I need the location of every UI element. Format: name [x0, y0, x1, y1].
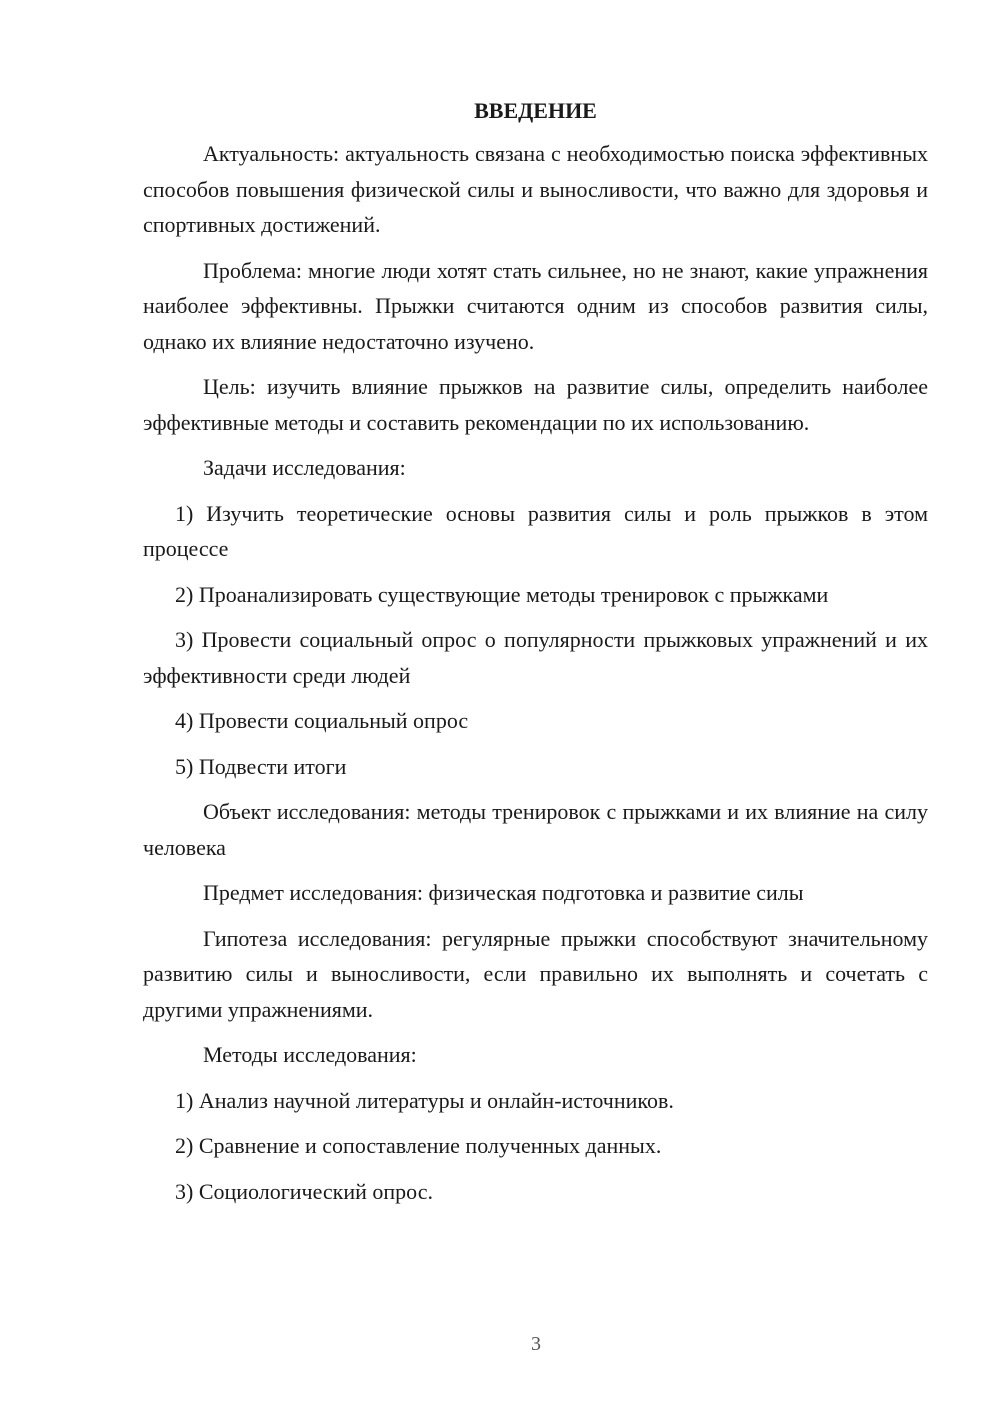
methods-heading: Методы исследования:	[203, 1042, 417, 1067]
paragraph-object: Объект исследования: методы тренировок с прыжками и их влияние на силу человека	[143, 799, 928, 860]
method-item-3: 3) Социологический опрос.	[175, 1178, 433, 1204]
task-item-4: 4) Провести социальный опрос	[175, 708, 469, 733]
task-item-5: 5) Подвести итоги	[175, 753, 347, 779]
task-item-3: 3) Провести социальный опрос о популярности прыжковых упражнений и их эффективности среди людей	[143, 627, 928, 688]
tasks-heading: Задачи исследования:	[203, 455, 406, 480]
paragraph-subject: Предмет исследования: физическая подготовка и развитие силы	[203, 880, 804, 905]
paragraph-hypothesis: Гипотеза исследования: регулярные прыжки способствуют значительному развитию силы и выносливости, если правильно их выполнять и сочетать с другими упражнениями.	[143, 925, 928, 1022]
task-item-2: 2) Проанализировать существующие методы тренировок с прыжками	[175, 581, 829, 607]
page-content	[143, 96, 928, 1219]
page-number: 3	[531, 1333, 541, 1355]
section-title: ВВЕДЕНИЕ	[474, 98, 597, 123]
paragraph-problem: Проблема: многие люди хотят стать сильнее, но не знают, какие упражнения наиболее эффективны. Прыжки считаются одним из способов развития силы, однако их влияние недостаточно изучено.	[143, 257, 928, 354]
paragraph-goal: Цель: изучить влияние прыжков на развитие силы, определить наиболее эффективные методы и составить рекомендации по их использованию.	[143, 374, 928, 435]
paragraph-relevance: Актуальность: актуальность связана с необходимостью поиска эффективных способов повышения физической силы и выносливости, что важно для здоровья и спортивных достижений.	[143, 141, 928, 237]
task-item-1: 1) Изучить теоретические основы развития силы и роль прыжков в этом процессе	[143, 500, 928, 561]
method-item-1: 1) Анализ научной литературы и онлайн-источников.	[175, 1087, 674, 1113]
method-item-2: 2) Сравнение и сопоставление полученных данных.	[175, 1133, 662, 1158]
